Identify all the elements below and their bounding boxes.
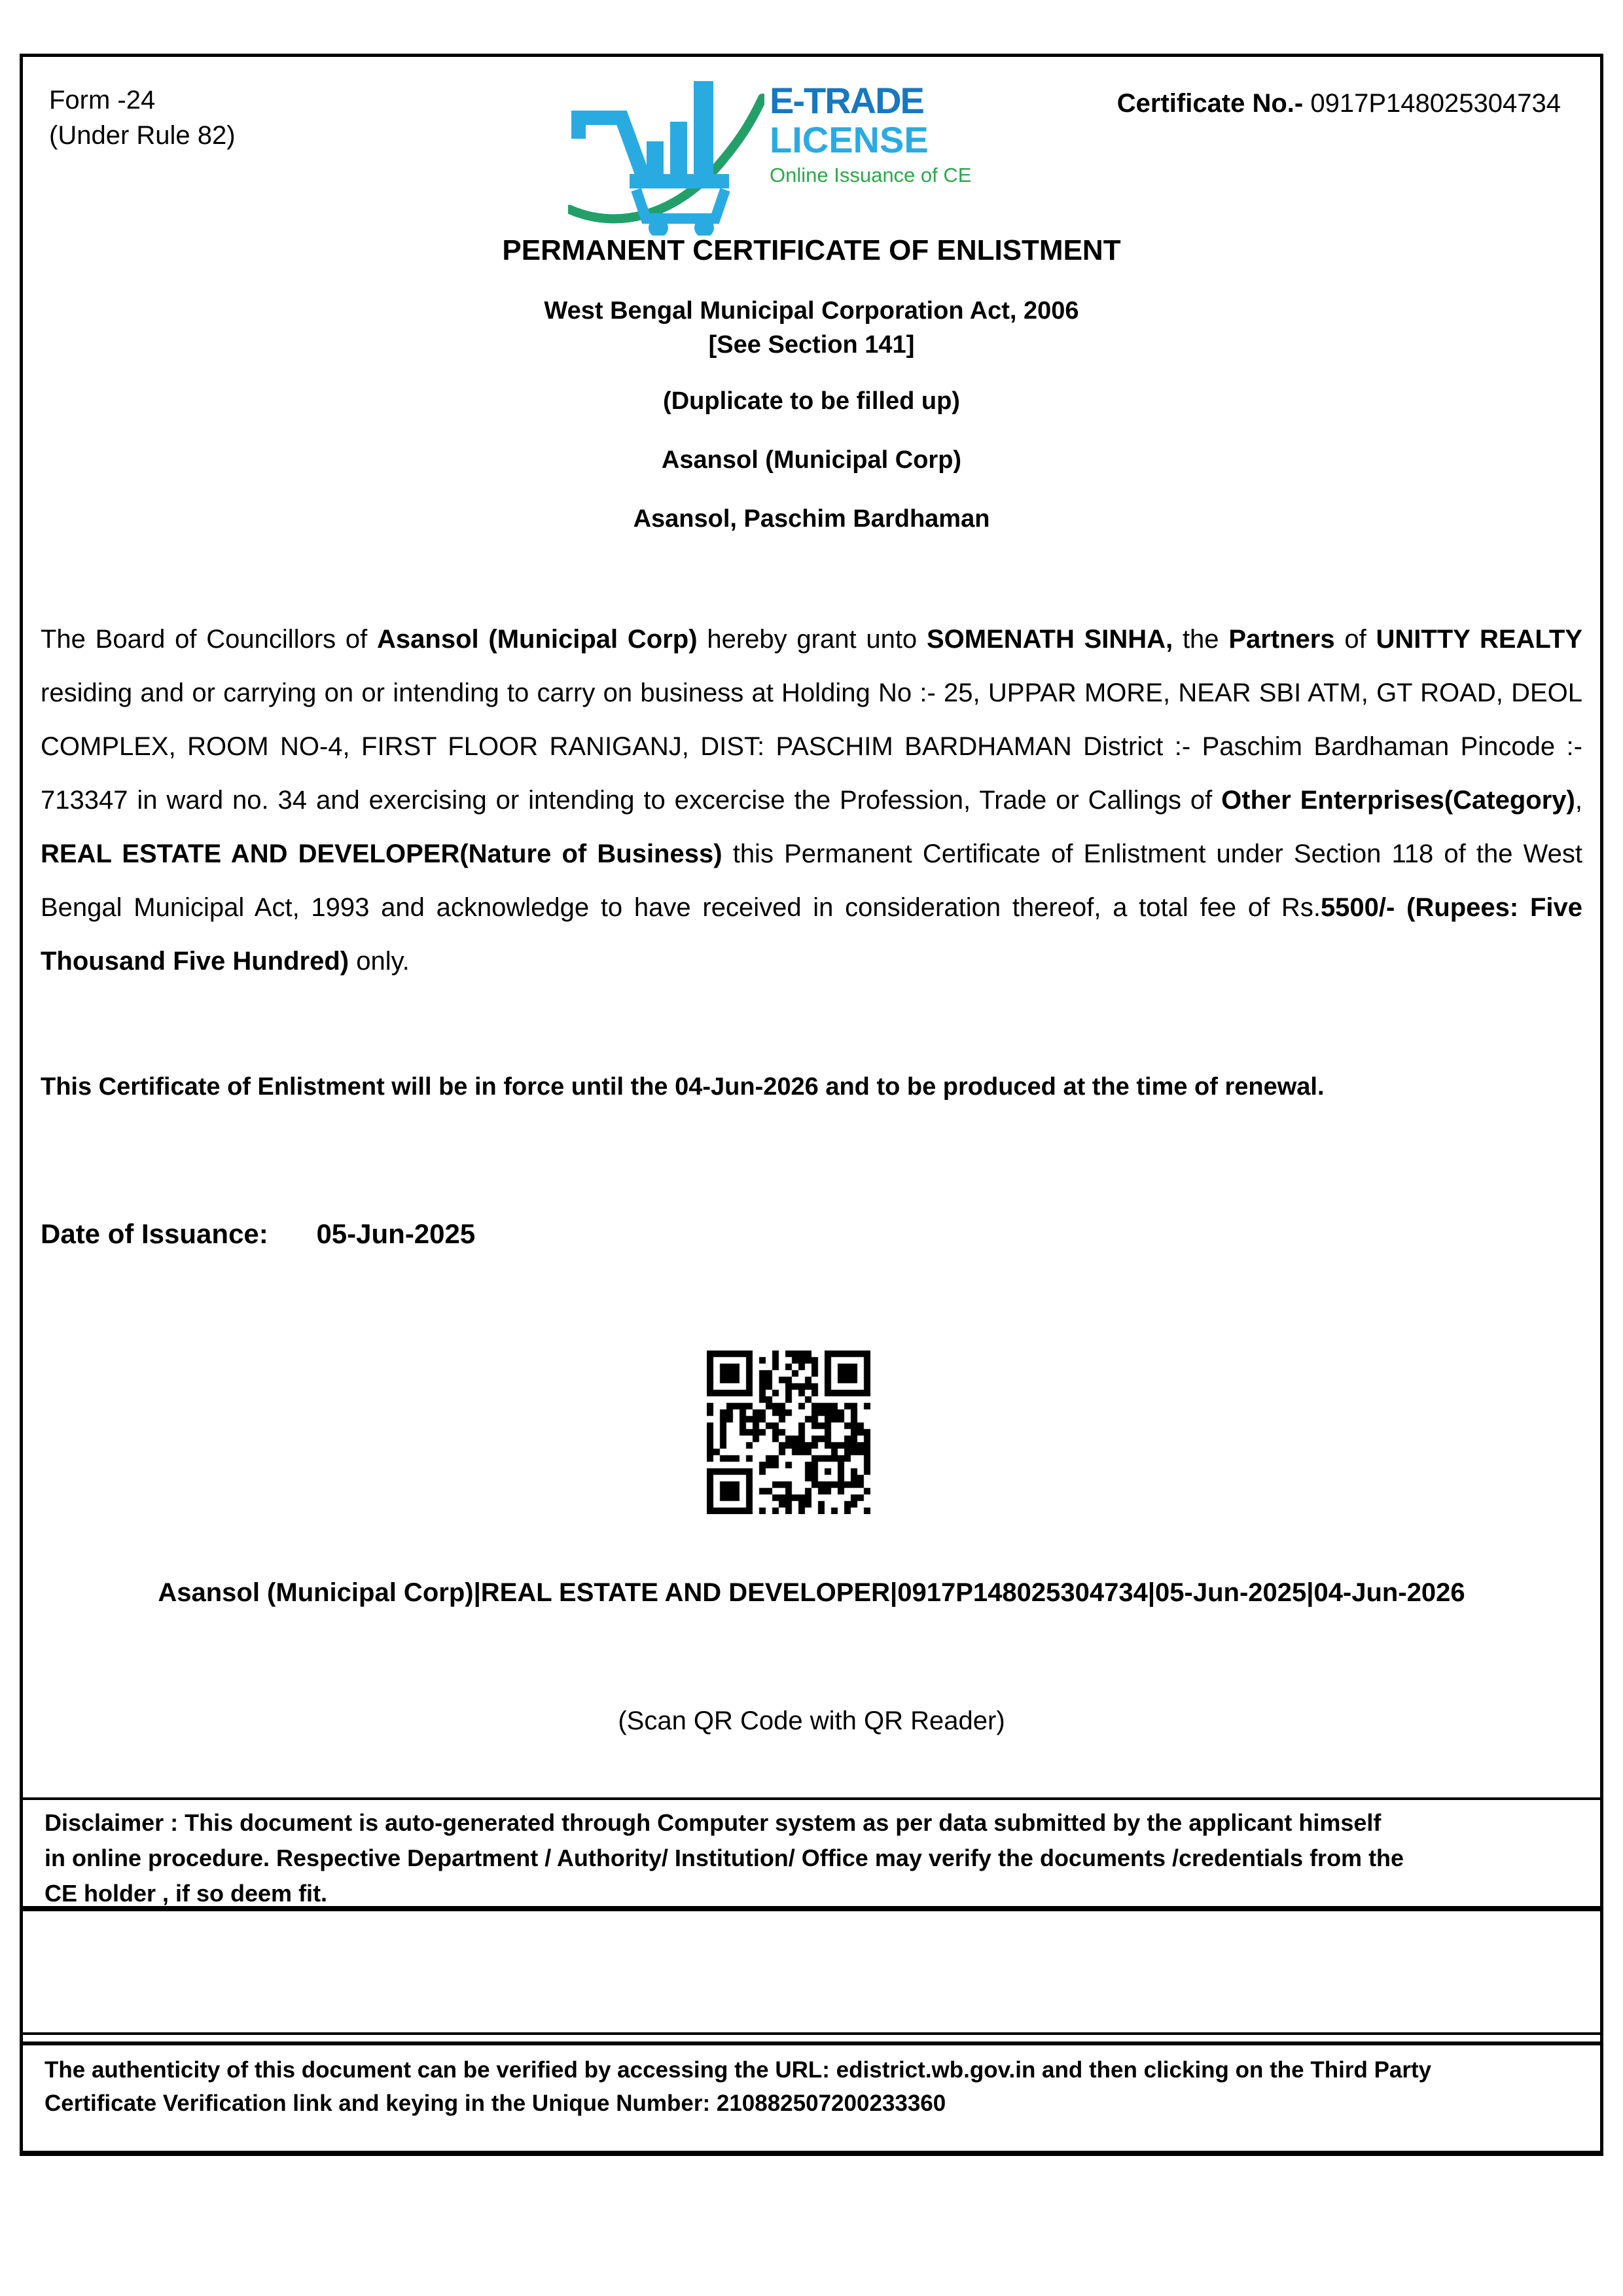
page-title: PERMANENT CERTIFICATE OF ENLISTMENT	[502, 234, 1121, 266]
paragraph-segment: UNITTY REALTY	[1376, 625, 1582, 654]
subtitle-municipality: Asansol (Municipal Corp)	[661, 446, 962, 474]
paragraph-segment: SOMENATH SINHA,	[926, 625, 1173, 654]
paragraph-segment: The Board of Councillors of	[41, 625, 378, 654]
form-number: Form -24	[49, 86, 156, 115]
authenticity-box	[20, 2041, 1603, 2156]
shopping-cart-chart-icon	[568, 64, 764, 236]
qr-caption-line: Asansol (Municipal Corp)|REAL ESTATE AND DEVELOPER|0917P148025304734|05-Jun-2025|04-Jun-2026	[158, 1578, 1465, 1607]
logo-line-etrade: E-TRADE	[770, 80, 923, 121]
qr-scan-hint: (Scan QR Code with QR Reader)	[618, 1706, 1005, 1735]
paragraph-segment: REAL ESTATE AND DEVELOPER(Nature of Business)	[41, 839, 722, 868]
qr-code	[707, 1351, 870, 1514]
paragraph-segment: ,	[1575, 786, 1582, 815]
etrade-license-logo	[568, 64, 971, 236]
subtitle-duplicate: (Duplicate to be filled up)	[663, 387, 960, 415]
certificate-number-value: 0917P148025304734	[1310, 89, 1561, 118]
paragraph-segment: Partners	[1228, 625, 1335, 654]
issuance-date: 05-Jun-2025	[316, 1218, 476, 1249]
validity-line: This Certificate of Enlistment will be in force until the 04-Jun-2026 and to be produced at the time of renewal.	[41, 1073, 1325, 1101]
subtitle-act: West Bengal Municipal Corporation Act, 2006	[544, 297, 1079, 325]
empty-box-divider	[20, 2032, 1603, 2035]
paragraph-segment: the	[1173, 625, 1229, 654]
subtitle-district: Asansol, Paschim Bardhaman	[633, 505, 990, 533]
paragraph-segment: of	[1334, 625, 1376, 654]
paragraph-segment: residing and or carrying on or intending to carry on business at Holding No :- 25, UPPAR MORE, NEAR SBI ATM, GT ROAD, DEOL COMPLEX, ROOM NO-4, FIRST FLOOR RANIGANJ, DIST: PASCHIM BARDHAMAN District :- Paschim Bardhaman Pincode :- 713347 in ward no. 34 and exercising or intending to excercise the Profession, Trade or Callings of	[41, 679, 1582, 815]
paragraph-segment: this Permanent Certificate of Enlistment under Section 118 of the West Bengal Municipal Act, 1993 and acknowledge to have received in consideration thereof, a total fee of Rs.	[41, 839, 1582, 922]
authenticity-text: The authenticity of this document can be verified by accessing the URL: edistrict.wb.gov.in and then clicking on the Third Party Certificate Verification link and keying in the Unique Number: 210882507200233360	[45, 2057, 1432, 2116]
grant-paragraph	[41, 612, 1582, 988]
logo-line-license: LICENSE	[770, 119, 929, 160]
form-number-block	[49, 82, 236, 153]
disclaimer-text: Disclaimer : This document is auto-generated through Computer system as per data submitted by the applicant himself in online procedure. Respective Department / Authority/ Institution/ Office may verify the documents /credentials from the CE holder , if so deem fit.	[45, 1809, 1404, 1907]
logo-tagline: Online Issuance of CE	[770, 164, 972, 186]
issuance-label: Date of Issuance:	[41, 1218, 268, 1249]
paragraph-segment: only.	[349, 947, 410, 976]
paragraph-segment: hereby grant unto	[697, 625, 927, 654]
issuance-line	[41, 1218, 475, 1250]
paragraph-segment: Other Enterprises(Category)	[1221, 786, 1575, 815]
paragraph-segment: Asansol (Municipal Corp)	[377, 625, 698, 654]
form-rule: (Under Rule 82)	[49, 121, 236, 150]
certificate-number-line	[1117, 89, 1561, 118]
paragraph-segment: 5500/- (Rupees: Five Thousand Five Hundred)	[41, 893, 1582, 976]
logo-wordmark	[770, 82, 971, 185]
certificate-number-label: Certificate No.-	[1116, 89, 1304, 118]
subtitle-section: [See Section 141]	[708, 331, 915, 359]
disclaimer-box	[20, 1797, 1603, 1911]
